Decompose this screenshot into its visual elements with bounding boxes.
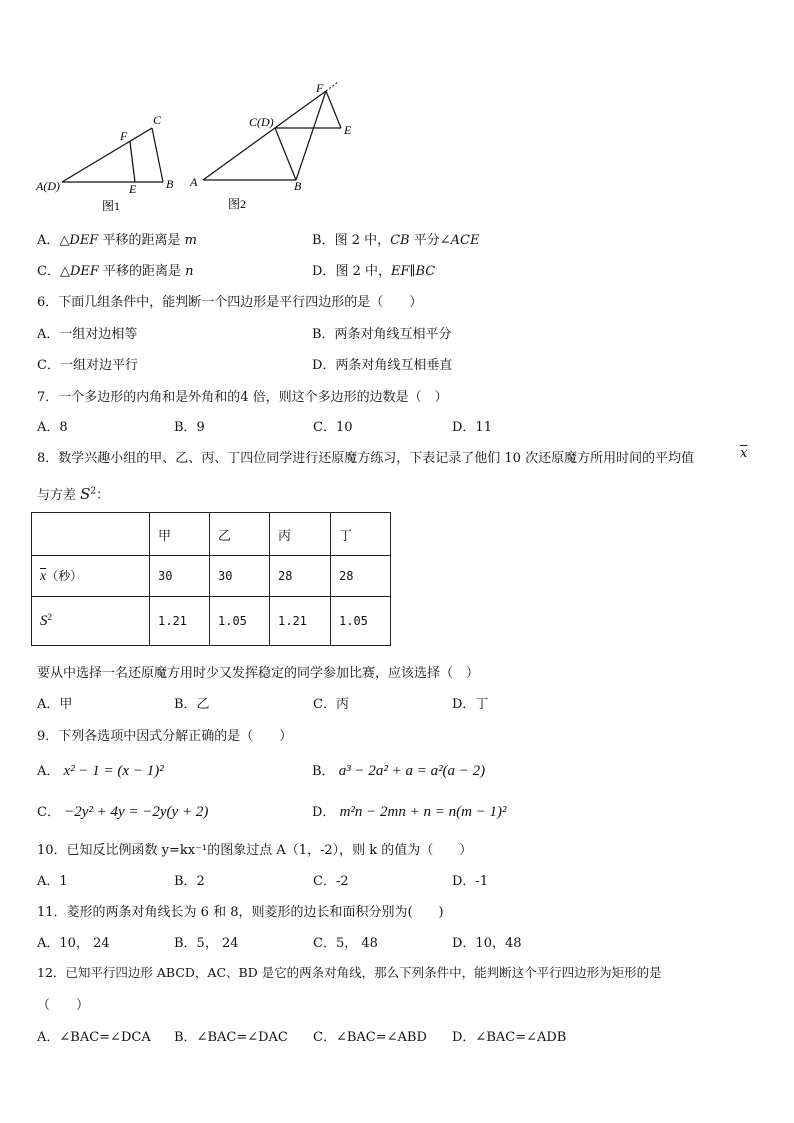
q8-option-c[interactable]: C．丙 [313, 697, 349, 712]
fig1-label-b: B [166, 177, 174, 191]
q8-question: 要从中选择一名还原魔方用时少又发挥稳定的同学参加比赛，应该选择（ ） [37, 666, 480, 681]
table-row-variance [32, 597, 391, 646]
table-cell: 28 [270, 556, 331, 597]
q11-option-c[interactable]: C．5， 48 [313, 936, 378, 951]
table-cell: 1.21 [270, 597, 331, 646]
q11-option-a[interactable]: A．10， 24 [37, 936, 110, 951]
q7-stem: 7．一个多边形的内角和是外角和的4 倍，则这个多边形的边数是（ ） [37, 390, 448, 405]
q5-option-b[interactable]: B．图 2 中，CB 平分∠ACE [312, 233, 480, 248]
q7-option-b[interactable]: B．9 [174, 420, 205, 435]
q9-option-a[interactable]: A． x² − 1 = (x − 1)² [37, 763, 164, 779]
fig1-label-f: F [120, 129, 128, 143]
q8-xbar-symbol: $\overline{x}$ [740, 446, 748, 461]
q10-option-c[interactable]: C．-2 [313, 874, 349, 889]
row-label-variance: $S^2$ [32, 597, 150, 646]
q12-paren: （ ） [37, 998, 90, 1013]
fig2-label-cd: C(D) [249, 115, 274, 129]
q8-option-a[interactable]: A．甲 [37, 697, 73, 712]
fig1-label-e: E [129, 182, 137, 196]
fig2-dashed-extension [326, 82, 338, 91]
q7-option-c[interactable]: C．10 [313, 420, 353, 435]
q9-option-b[interactable]: B． a³ − 2a² + a = a²(a − 2) [312, 763, 486, 779]
table-cell: 30 [210, 556, 270, 597]
q9-option-c[interactable]: C． −2y² + 4y = −2y(y + 2) [37, 804, 209, 820]
q12-option-b[interactable]: B．∠BAC=∠DAC [174, 1030, 288, 1045]
table-cell: 1.21 [150, 597, 210, 646]
q10-stem: 10．已知反比例函数 y=kx⁻¹的图象过点 A（1，-2），则 k 的值为（ ） [37, 843, 473, 858]
table-row-mean [32, 556, 391, 597]
table-header-cell: 丁 [331, 513, 391, 556]
figure-2-lines [203, 91, 341, 180]
table-header-cell: 乙 [210, 513, 270, 556]
q10-option-d[interactable]: D．-1 [452, 874, 489, 889]
q10-option-a[interactable]: A．1 [37, 874, 68, 889]
table-cell: 30 [150, 556, 210, 597]
q6-option-c[interactable]: C．一组对边平行 [37, 358, 138, 373]
row-label-mean: $\overline{x}$（秒） [32, 556, 150, 597]
fig2-label-a: A [190, 175, 198, 189]
table-cell: 1.05 [210, 597, 270, 646]
q10-option-b[interactable]: B．2 [174, 874, 205, 889]
fig2-label-e: E [344, 123, 352, 137]
q5-option-a[interactable]: A．△DEF 平移的距离是 m [37, 233, 197, 248]
fig2-label-f: F [316, 81, 324, 95]
table-header-cell: 甲 [150, 513, 210, 556]
q12-option-d[interactable]: D．∠BAC=∠ADB [452, 1030, 567, 1045]
q5-option-c[interactable]: C．△DEF 平移的距离是 n [37, 264, 194, 279]
fig2-caption: 图2 [228, 197, 247, 211]
table-header-row [32, 513, 391, 556]
q11-stem: 11．菱形的两条对角线长为 6 和 8，则菱形的边长和面积分别为( ) [37, 905, 444, 920]
figure-2 [0, 0, 794, 220]
q9-option-d[interactable]: D． m²n − 2mn + n = n(m − 1)² [312, 804, 507, 820]
q8-option-d[interactable]: D．丁 [452, 697, 489, 712]
q7-option-a[interactable]: A．8 [37, 420, 68, 435]
q8-data-table [31, 512, 391, 646]
q8-stem: 8．数学兴趣小组的甲、乙、丙、丁四位同学进行还原魔方练习，下表记录了他们 10 次还原魔方所用时间的平均值 [37, 451, 695, 466]
q8-stem-line2: 与方差 $S^2$： [37, 485, 110, 503]
table-corner [32, 513, 150, 556]
fig1-label-a: A(D) [36, 179, 60, 193]
q11-option-d[interactable]: D．10，48 [452, 936, 522, 951]
q8-option-b[interactable]: B．乙 [174, 697, 210, 712]
q6-option-d[interactable]: D．两条对角线互相垂直 [312, 358, 453, 373]
q6-stem: 6．下面几组条件中，能判断一个四边形是平行四边形的是（ ） [37, 295, 423, 310]
table-cell: 1.05 [331, 597, 391, 646]
q12-option-c[interactable]: C．∠BAC=∠ABD [313, 1030, 427, 1045]
fig1-label-c: C [153, 113, 162, 127]
q6-option-a[interactable]: A．一组对边相等 [37, 327, 138, 342]
fig1-caption: 图1 [102, 199, 121, 213]
table-cell: 28 [331, 556, 391, 597]
q6-option-b[interactable]: B．两条对角线互相平分 [312, 327, 452, 342]
q11-option-b[interactable]: B．5， 24 [174, 936, 239, 951]
q12-stem: 12．已知平行四边形 ABCD，AC、BD 是它的两条对角线，那么下列条件中，能判断这个平行四边形为矩形的是 [37, 965, 662, 980]
q9-stem: 9．下列各选项中因式分解正确的是（ ） [37, 729, 293, 744]
q7-option-d[interactable]: D．11 [452, 420, 492, 435]
table-header-cell: 丙 [270, 513, 331, 556]
q12-option-a[interactable]: A．∠BAC=∠DCA [37, 1030, 151, 1045]
q5-option-d[interactable]: D．图 2 中，EF∥BC [312, 264, 436, 279]
fig2-label-b: B [294, 179, 302, 193]
